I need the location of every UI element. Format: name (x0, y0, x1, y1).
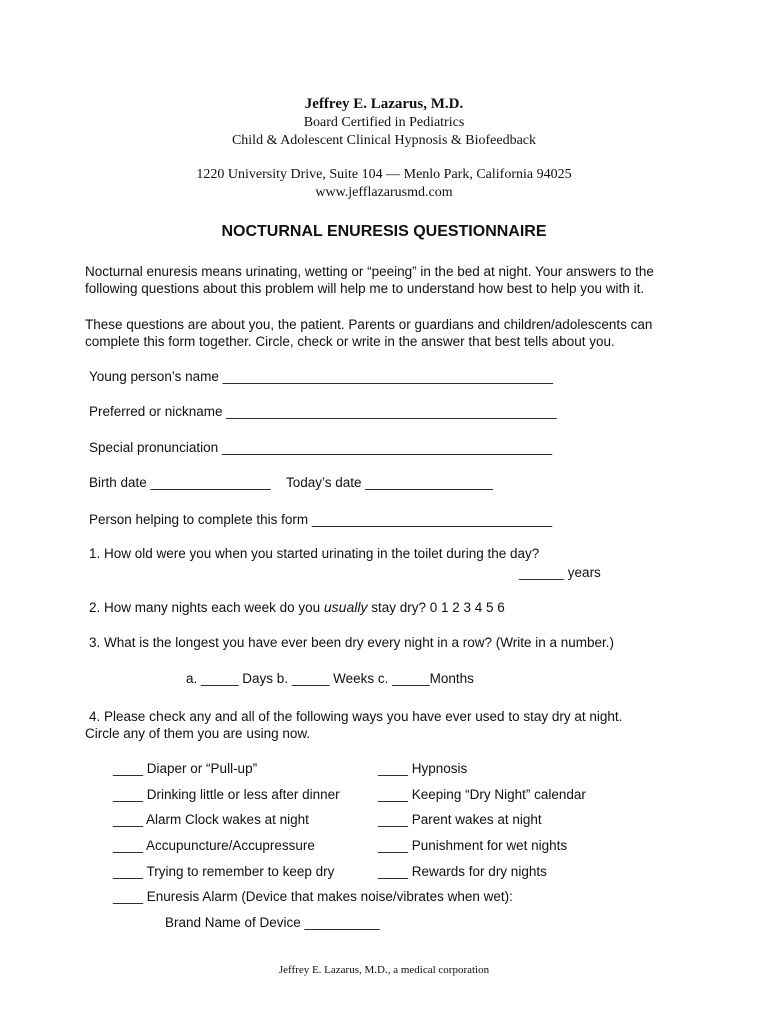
question-4-emphasis: check (149, 708, 186, 724)
question-3: 3. What is the longest you have ever been dry every night in a row? (Write in a number.) (89, 635, 615, 650)
doctor-name: Jeffrey E. Lazarus, M.D. (304, 96, 464, 112)
header-website: www.jefflazarusmd.com (315, 185, 453, 200)
question-1: 1. How old were you when you started urinating in the toilet during the day? (89, 546, 540, 561)
nickname-field[interactable]: Preferred or nickname ____________________________________________ (89, 404, 557, 419)
option-parent-wakes[interactable]: ____ Parent wakes at night (378, 812, 542, 827)
birth-date-field[interactable]: Birth date ________________ (89, 475, 271, 490)
intro-paragraph-1 (85, 263, 685, 297)
page-title: NOCTURNAL ENURESIS QUESTIONNAIRE (221, 223, 547, 240)
option-remember-dry[interactable]: ____ Trying to remember to keep dry (113, 864, 335, 879)
option-hypnosis[interactable]: ____ Hypnosis (378, 761, 468, 776)
question-3-answer[interactable]: a. _____ Days b. _____ Weeks c. _____Months (186, 671, 474, 686)
intro-paragraph-2 (85, 316, 685, 350)
option-diaper[interactable]: ____ Diaper or “Pull-up” (113, 761, 258, 776)
header-specialty: Child & Adolescent Clinical Hypnosis & Biofeedback (231, 133, 537, 148)
question-1-answer[interactable]: ______ years (519, 565, 601, 580)
header-certification: Board Certified in Pediatrics (303, 115, 465, 130)
option-enuresis-alarm[interactable]: ____ Enuresis Alarm (Device that makes noise/vibrates when wet): (113, 889, 513, 904)
question-2-choices[interactable]: stay dry? 0 1 2 3 4 5 6 (367, 600, 505, 615)
helper-field[interactable]: Person helping to complete this form ________________________________ (89, 512, 553, 527)
intro-text-1: Nocturnal enuresis means urinating, wetting or “peeing” in the bed at night. Your answers to the following questions about this problem will help me to understand how best to help you with it. (85, 264, 654, 296)
option-rewards[interactable]: ____ Rewards for dry nights (378, 864, 547, 879)
option-alarm-clock[interactable]: ____ Alarm Clock wakes at night (113, 812, 309, 827)
page-footer: Jeffrey E. Lazarus, M.D., a medical corporation (278, 964, 490, 976)
young-person-name-field[interactable]: Young person’s name ____________________________________________ (89, 369, 553, 384)
todays-date-field[interactable]: Today’s date _________________ (286, 475, 493, 490)
header-address: 1220 University Drive, Suite 104 — Menlo Park, California 94025 (196, 167, 572, 182)
question-4 (89, 708, 622, 724)
option-punishment[interactable]: ____ Punishment for wet nights (378, 838, 568, 853)
question-2[interactable] (89, 599, 505, 615)
option-accupuncture[interactable]: ____ Accupuncture/Accupressure (113, 838, 315, 853)
question-2-emphasis: usually (323, 599, 368, 615)
brand-name-field[interactable]: Brand Name of Device __________ (165, 915, 380, 930)
question-4-line-2: Circle any of them you are using now. (85, 726, 311, 741)
question-4-text: 4. Please (89, 709, 150, 724)
pronunciation-field[interactable]: Special pronunciation ____________________________________________ (89, 440, 553, 455)
option-dry-night-calendar[interactable]: ____ Keeping “Dry Night” calendar (378, 787, 586, 802)
intro-text-2: These questions are about you, the patient. Parents or guardians and children/adolescents can complete this form together. Circle, check or write in the answer that best tells about you. (85, 317, 653, 349)
question-4-text-end: any and all of the following ways you have ever used to stay dry at night. (185, 709, 623, 724)
option-drinking-little[interactable]: ____ Drinking little or less after dinner (113, 787, 340, 802)
question-2-text: 2. How many nights each week do you (89, 600, 324, 615)
